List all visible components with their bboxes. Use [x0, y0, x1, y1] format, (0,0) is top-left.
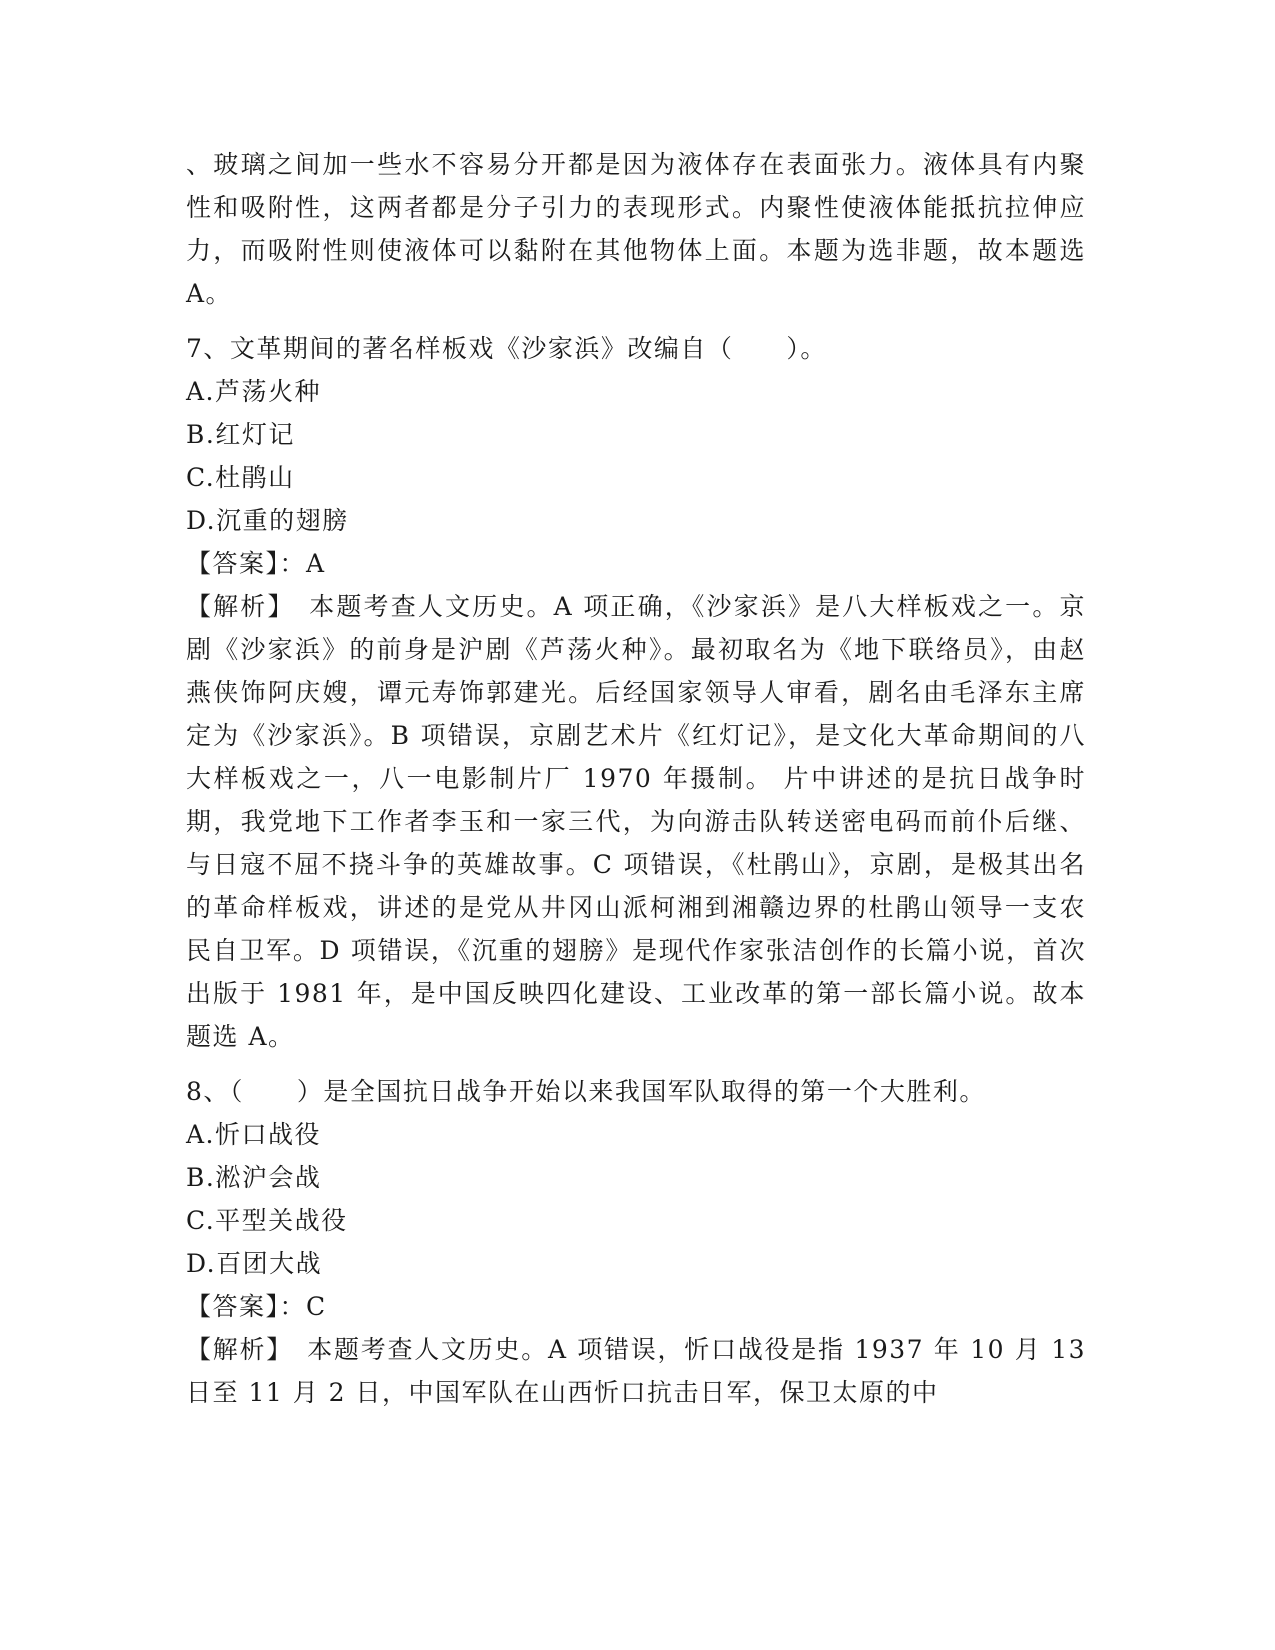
analysis-paragraph: 【解析】 本题考查人文历史。A 项错误，忻口战役是指 1937 年 10 月 13 日至 11 月 2 日，中国军队在山西忻口抗击日军，保卫太原的中 [186, 1335, 1086, 1407]
intro-paragraph: 、玻璃之间加一些水不容易分开都是因为液体存在表面张力。液体具有内聚性和吸附性，这两者都是分子引力的表现形式。内聚性使液体能抵抗拉伸应力，而吸附性则使液体可以黏附在其他物体上面。本题为选非题，故本题选 A。 [186, 150, 1086, 308]
spacer [186, 315, 1086, 327]
option-c: C.平型关战役 [186, 1206, 348, 1235]
analysis-paragraph: 【解析】 本题考查人文历史。A 项正确，《沙家浜》是八大样板戏之一。京剧《沙家浜》的前身是沪剧《芦荡火种》。最初取名为《地下联络员》，由赵燕侠饰阿庆嫂，谭元寿饰郭建光。后经国家领导人审看，剧名由毛泽东主席定为《沙家浜》。B 项错误，京剧艺术片《红灯记》，是文化大革命期间的八大样板戏之一，八一电影制片厂 1970 年摄制。 片中讲述的是抗日战争时期，我党地下工作者李玉和一家三代，为向游击队转送密电码而前仆后继、与日寇不屈不挠斗争的英雄故事。C 项错误，《杜鹃山》，京剧，是极其出名的革命样板戏，讲述的是党从井冈山派柯湘到湘赣边界的杜鹃山领导一支农民自卫军。D 项错误，《沉重的翅膀》是现代作家张洁创作的长篇小说，首次出版于 1981 年，是中国反映四化建设、工业改革的第一部长篇小说。故本题选 A。 [186, 592, 1086, 1051]
question-7 [186, 327, 1086, 1058]
answer-line: 【答案】：A [186, 549, 326, 578]
spacer [186, 1058, 1086, 1070]
option-d: D.百团大战 [186, 1249, 323, 1278]
document-body [186, 143, 1086, 1414]
question-stem: 7、文革期间的著名样板戏《沙家浜》改编自（ ）。 [186, 334, 827, 363]
option-a: A.忻口战役 [186, 1120, 322, 1149]
option-d: D.沉重的翅膀 [186, 506, 349, 535]
question-stem: 8、（ ）是全国抗日战争开始以来我国军队取得的第一个大胜利。 [186, 1077, 986, 1106]
option-c: C.杜鹃山 [186, 463, 295, 492]
answer-line: 【答案】：C [186, 1292, 327, 1321]
option-b: B.红灯记 [186, 420, 295, 449]
question-8 [186, 1070, 1086, 1414]
option-a: A.芦荡火种 [186, 377, 322, 406]
option-b: B.淞沪会战 [186, 1163, 322, 1192]
